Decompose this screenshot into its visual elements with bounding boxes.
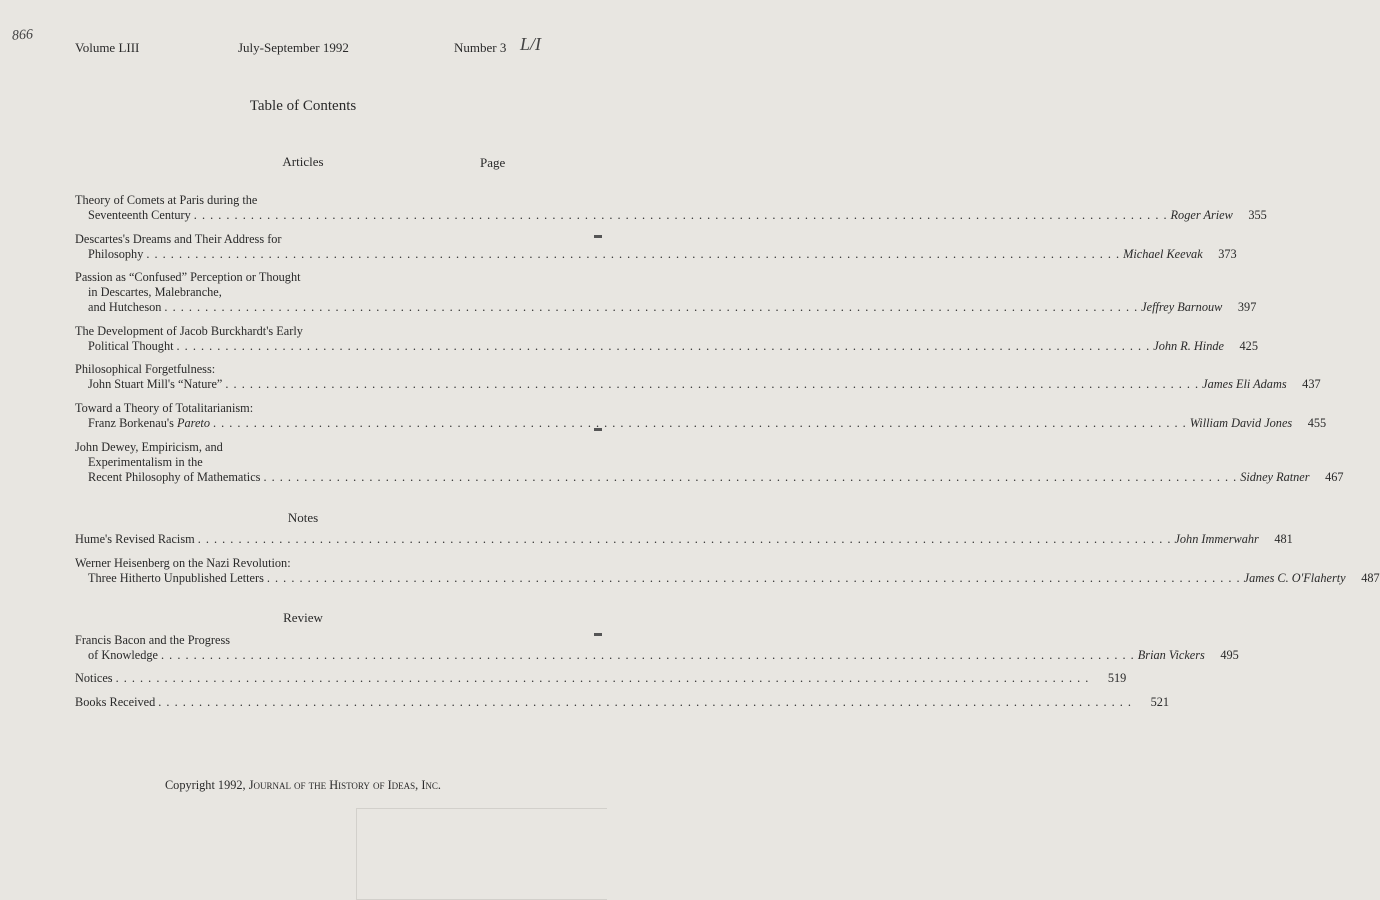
leader-dots: . . . . . . . . . . . . . . . . . . . . . . . . . . . . . . . . . . . . . . . . . . . . . . . . . . . . . . . . . . . . . . . . . . . . . . . . . . . . . . . . . . . . . . . . . . . . . . . . . . . . . . . . . . . . . . . . . . . . . . . .: [146, 247, 1121, 261]
toc-entry: [75, 401, 1327, 431]
entry-page-number: 521: [1150, 695, 1170, 709]
entry-title-line: Descartes's Dreams and Their Address for: [75, 232, 282, 246]
entry-title-line: Passion as “Confused” Perception or Thought: [75, 270, 301, 284]
entry-title-line: Werner Heisenberg on the Nazi Revolution:: [75, 556, 291, 570]
entry-author: James Eli Adams: [1202, 377, 1287, 391]
entry-title-line: Political Thought: [88, 339, 174, 353]
leader-dots: . . . . . . . . . . . . . . . . . . . . . . . . . . . . . . . . . . . . . . . . . . . . . . . . . . . . . . . . . . . . . . . . . . . . . . . . . . . . . . . . . . . . . . . . . . . . . . . . . . . . . . . . . . . . . . . . . . . . . . . .: [158, 695, 1133, 709]
entry-last-line: [75, 695, 1170, 710]
leader-dots: . . . . . . . . . . . . . . . . . . . . . . . . . . . . . . . . . . . . . . . . . . . . . . . . . . . . . . . . . . . . . . . . . . . . . . . . . . . . . . . . . . . . . . . . . . . . . . . . . . . . . . . . . . . . . . . . . . . . . . . .: [263, 470, 1238, 484]
entry-last-line: [75, 648, 1239, 663]
review-heading: Review: [283, 610, 323, 625]
entry-last-line: [75, 416, 1327, 431]
entry-page-number: 481: [1274, 532, 1293, 546]
toc-entry: [75, 440, 1344, 485]
entry-title-line: Notices: [75, 671, 113, 685]
toc-entry: [75, 324, 1258, 354]
margin-tick: [594, 235, 602, 238]
handwritten-note-left: 866: [11, 27, 34, 44]
entry-title-line: Toward a Theory of Totalitarianism:: [75, 401, 254, 415]
entry-title-line: Three Hitherto Unpublished Letters: [88, 571, 264, 585]
page-column-heading: Page: [480, 155, 506, 170]
faint-stamp-region: [356, 808, 607, 900]
entry-title-line: The Development of Jacob Burckhardt's Early: [75, 324, 303, 338]
notes-heading: Notes: [287, 510, 319, 525]
entry-title-line: Philosophy: [88, 247, 144, 261]
bleed-through-shadow: [360, 60, 364, 77]
toc-entry: [75, 633, 1239, 663]
leader-dots: . . . . . . . . . . . . . . . . . . . . . . . . . . . . . . . . . . . . . . . . . . . . . . . . . . . . . . . . . . . . . . . . . . . . . . . . . . . . . . . . . . . . . . . . . . . . . . . . . . . . . . . . . . . . . . . . . . . . . . . .: [225, 377, 1200, 391]
entry-author: Sidney Ratner: [1240, 470, 1310, 484]
entry-page-number: 355: [1248, 208, 1267, 222]
entry-page-number: 397: [1237, 300, 1257, 314]
entry-title-line: Francis Bacon and the Progress: [75, 633, 231, 647]
entry-last-line: [75, 377, 1321, 392]
entry-last-line: [75, 470, 1344, 485]
entry-last-line: [75, 339, 1258, 354]
entry-title-line: Franz Borkenau's: [88, 416, 174, 430]
entry-last-line: [75, 208, 1267, 223]
entry-title-line: Books Received: [75, 695, 156, 709]
toc-entry: [75, 532, 1293, 547]
entry-title-line: and Hutcheson: [88, 300, 162, 314]
entry-page-number: 373: [1218, 247, 1237, 261]
entry-title-line: Theory of Comets at Paris during the: [75, 193, 258, 207]
entry-title-line: Experimentalism in the: [88, 455, 203, 469]
entry-author: John R. Hinde: [1153, 339, 1224, 353]
entry-author: Roger Ariew: [1170, 208, 1233, 222]
issue-number: Number 3: [454, 40, 507, 55]
toc-entry: [75, 695, 1170, 710]
leader-dots: . . . . . . . . . . . . . . . . . . . . . . . . . . . . . . . . . . . . . . . . . . . . . . . . . . . . . . . . . . . . . . . . . . . . . . . . . . . . . . . . . . . . . . . . . . . . . . . . . . . . . . . . . . . . . . . . . . . . . . . .: [164, 300, 1139, 314]
entry-title-line: Hume's Revised Racism: [75, 532, 195, 546]
leader-dots: . . . . . . . . . . . . . . . . . . . . . . . . . . . . . . . . . . . . . . . . . . . . . . . . . . . . . . . . . . . . . . . . . . . . . . . . . . . . . . . . . . . . . . . . . . . . . . . . . . . . . . . . . . . . . . . . . . . . . . . .: [161, 648, 1135, 662]
entry-author: James C. O'Flaherty: [1243, 571, 1346, 585]
entry-author: Jeffrey Barnouw: [1141, 300, 1223, 314]
copyright-line: [0, 778, 606, 793]
leader-dots: . . . . . . . . . . . . . . . . . . . . . . . . . . . . . . . . . . . . . . . . . . . . . . . . . . . . . . . . . . . . . . . . . . . . . . . . . . . . . . . . . . . . . . . . . . . . . . . . . . . . . . . . . . . . . . . . . . . . . . . .: [193, 208, 1168, 222]
copyright-prefix: Copyright 1992,: [164, 778, 246, 792]
entry-last-line: [75, 571, 1380, 586]
entry-author: William David Jones: [1189, 416, 1293, 430]
articles-heading: Articles: [282, 154, 324, 169]
entry-page-number: 455: [1307, 416, 1327, 430]
leader-dots: . . . . . . . . . . . . . . . . . . . . . . . . . . . . . . . . . . . . . . . . . . . . . . . . . . . . . . . . . . . . . . . . . . . . . . . . . . . . . . . . . . . . . . . . . . . . . . . . . . . . . . . . . . . . . . . . . . . . . . . .: [266, 571, 1241, 585]
entry-title-line: Recent Philosophy of Mathematics: [88, 470, 261, 484]
page-title: Table of Contents: [249, 98, 357, 114]
entry-title-line: of Knowledge: [88, 648, 159, 662]
entry-title-italic: Pareto: [173, 416, 210, 430]
leader-dots: . . . . . . . . . . . . . . . . . . . . . . . . . . . . . . . . . . . . . . . . . . . . . . . . . . . . . . . . . . . . . . . . . . . . . . . . . . . . . . . . . . . . . . . . . . . . . . . . . . . . . . . . . . . . . . . . . . . . . . . .: [197, 532, 1172, 546]
entry-last-line: [75, 532, 1293, 547]
entry-author: Brian Vickers: [1137, 648, 1205, 662]
entry-page-number: 487: [1361, 571, 1380, 585]
entry-last-line: [75, 300, 1257, 315]
leader-dots: . . . . . . . . . . . . . . . . . . . . . . . . . . . . . . . . . . . . . . . . . . . . . . . . . . . . . . . . . . . . . . . . . . . . . . . . . . . . . . . . . . . . . . . . . . . . . . . . . . . . . . . . . . . . . . . . . . . . . . . .: [212, 416, 1187, 430]
entry-page-number: 519: [1107, 671, 1127, 685]
toc-entry: [75, 270, 1257, 315]
toc-entry: [75, 671, 1127, 686]
entry-last-line: [75, 247, 1237, 262]
entry-page-number: 425: [1239, 339, 1258, 353]
toc-entry: [75, 232, 1237, 262]
volume-label: Volume LIII: [75, 40, 140, 55]
entry-title-line: Seventeenth Century: [88, 208, 191, 222]
handwritten-note-right: L/I: [520, 34, 542, 54]
entry-title-line: in Descartes, Malebranche,: [88, 285, 222, 299]
entry-last-line: [75, 671, 1127, 686]
entry-title-line: John Stuart Mill's “Nature”: [88, 377, 223, 391]
entry-author: John Immerwahr: [1174, 532, 1259, 546]
entry-author: Michael Keevak: [1123, 247, 1203, 261]
entry-title-line: Philosophical Forgetfulness:: [75, 362, 216, 376]
toc-entry: [75, 362, 1321, 392]
issue-date: July-September 1992: [238, 40, 349, 55]
toc-entry: [75, 193, 1267, 223]
entry-page-number: 437: [1302, 377, 1321, 391]
entry-title-line: John Dewey, Empiricism, and: [75, 440, 223, 454]
margin-tick: [594, 633, 602, 636]
toc-entry: [75, 556, 1380, 586]
leader-dots: . . . . . . . . . . . . . . . . . . . . . . . . . . . . . . . . . . . . . . . . . . . . . . . . . . . . . . . . . . . . . . . . . . . . . . . . . . . . . . . . . . . . . . . . . . . . . . . . . . . . . . . . . . . . . . . . . . . . . . . .: [176, 339, 1151, 353]
entry-page-number: 467: [1325, 470, 1344, 484]
copyright-owner: Journal of the History of Ideas, Inc.: [248, 778, 441, 792]
entry-page-number: 495: [1220, 648, 1239, 662]
leader-dots: . . . . . . . . . . . . . . . . . . . . . . . . . . . . . . . . . . . . . . . . . . . . . . . . . . . . . . . . . . . . . . . . . . . . . . . . . . . . . . . . . . . . . . . . . . . . . . . . . . . . . . . . . . . . . . . . . . . . . . . .: [115, 671, 1090, 685]
